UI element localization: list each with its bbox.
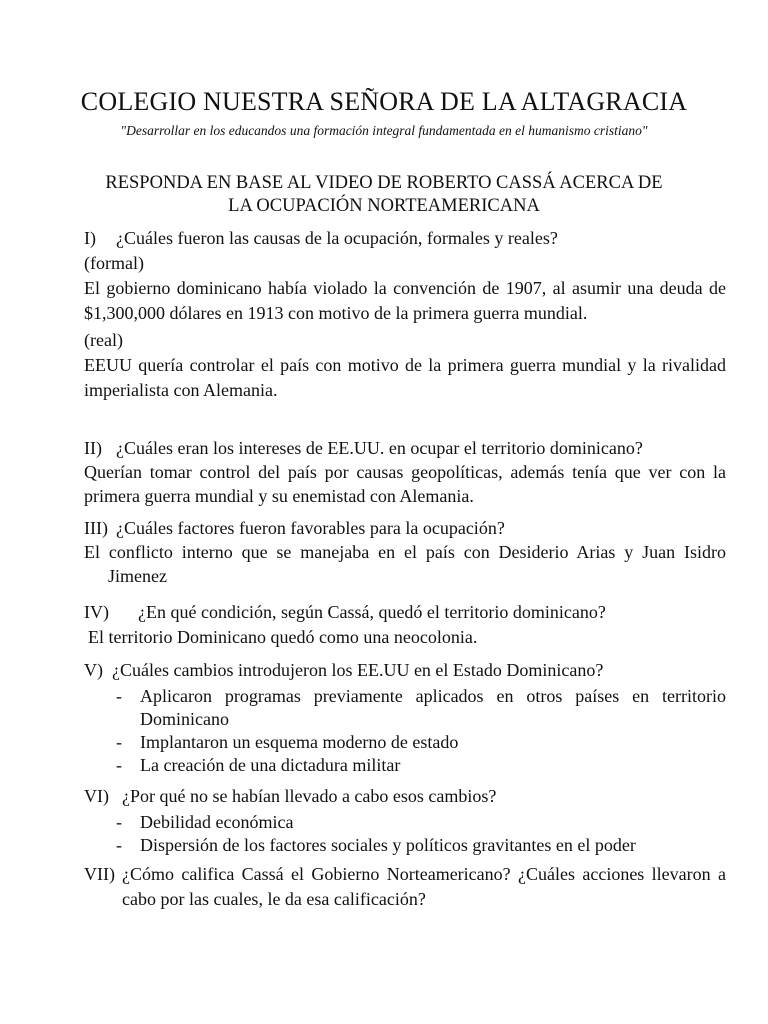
changes-list — [84, 685, 726, 777]
answer: El conflicto interno que se manejaba en el país con Desiderio Arias y Juan Isidro Jimenez — [84, 542, 726, 586]
question-number: IV) — [84, 602, 109, 622]
question-6-block — [84, 784, 726, 857]
question-number: V) — [84, 660, 103, 680]
school-motto: "Desarrollar en los educandos una formación integral fundamentada en el humanismo cristiano" — [120, 123, 648, 138]
list-item-text: La creación de una dictadura militar — [140, 755, 401, 775]
question-number: VII) — [84, 864, 115, 884]
bullet-dash: - — [116, 686, 122, 706]
list-item — [84, 685, 726, 731]
question-number: I) — [84, 228, 96, 248]
question-number: VI) — [84, 786, 109, 806]
question-7-block — [84, 862, 726, 912]
question-text: ¿Cómo califica Cassá el Gobierno Norteamericano? ¿Cuáles acciones llevaron a cabo por las cuales, le da esa calificación? — [122, 864, 726, 909]
question-2-block — [84, 436, 726, 508]
question-text: ¿Cuáles cambios introdujeron los EE.UU en el Estado Dominicano? — [112, 660, 604, 680]
question-7 — [84, 862, 726, 912]
question-4-block — [84, 600, 726, 650]
label-formal: (formal) — [84, 253, 144, 273]
bullet-dash: - — [116, 732, 122, 752]
answer-real: EEUU quería controlar el país con motivo de la primera guerra mundial y la rivalidad imperialista con Alemania. — [84, 355, 726, 400]
answer-formal: El gobierno dominicano había violado la convención de 1907, al asumir una deuda de $1,300,000 dólares en 1913 con motivo de la primera guerra mundial. — [84, 278, 726, 323]
question-3 — [84, 516, 726, 540]
question-1-block — [84, 226, 726, 403]
question-number: III) — [84, 518, 108, 538]
question-6 — [84, 784, 726, 809]
list-item — [84, 834, 726, 857]
instruction-line-2: LA OCUPACIÓN NORTEAMERICANA — [228, 196, 540, 216]
question-number: II) — [84, 438, 102, 458]
instruction-line-1: RESPONDA EN BASE AL VIDEO DE ROBERTO CASSÁ ACERCA DE — [105, 173, 663, 193]
question-3-block — [84, 516, 726, 588]
question-5-block — [84, 658, 726, 777]
bullet-dash: - — [116, 835, 122, 855]
question-1 — [84, 226, 726, 251]
question-text: ¿En qué condición, según Cassá, quedó el territorio dominicano? — [138, 602, 606, 622]
bullet-dash: - — [116, 755, 122, 775]
bullet-dash: - — [116, 812, 122, 832]
question-2 — [84, 436, 726, 460]
list-item — [84, 731, 726, 754]
list-item — [84, 754, 726, 777]
question-5 — [84, 658, 726, 683]
list-item-text: Implantaron un esquema moderno de estado — [140, 732, 459, 752]
school-name: COLEGIO NUESTRA SEÑORA DE LA ALTAGRACIA — [80, 87, 688, 116]
instruction-heading — [60, 172, 708, 218]
answer: Querían tomar control del país por causas geopolíticas, además tenía que ver con la primera guerra mundial y su enemistad con Alemania. — [84, 462, 726, 506]
list-item-text: Debilidad económica — [140, 812, 294, 832]
answer: El territorio Dominicano quedó como una neocolonia. — [88, 627, 478, 647]
question-text: ¿Por qué no se habían llevado a cabo esos cambios? — [122, 786, 497, 806]
list-item-text: Aplicaron programas previamente aplicados en otros países en territorio Dominicano — [140, 686, 726, 729]
question-text: ¿Cuáles fueron las causas de la ocupación, formales y reales? — [116, 228, 558, 248]
question-text: ¿Cuáles factores fueron favorables para la ocupación? — [116, 518, 505, 538]
list-item — [84, 811, 726, 834]
list-item-text: Dispersión de los factores sociales y políticos gravitantes en el poder — [140, 835, 636, 855]
label-real: (real) — [84, 330, 123, 350]
reasons-list — [84, 811, 726, 857]
question-text: ¿Cuáles eran los intereses de EE.UU. en ocupar el territorio dominicano? — [116, 438, 643, 458]
question-4 — [84, 600, 726, 625]
